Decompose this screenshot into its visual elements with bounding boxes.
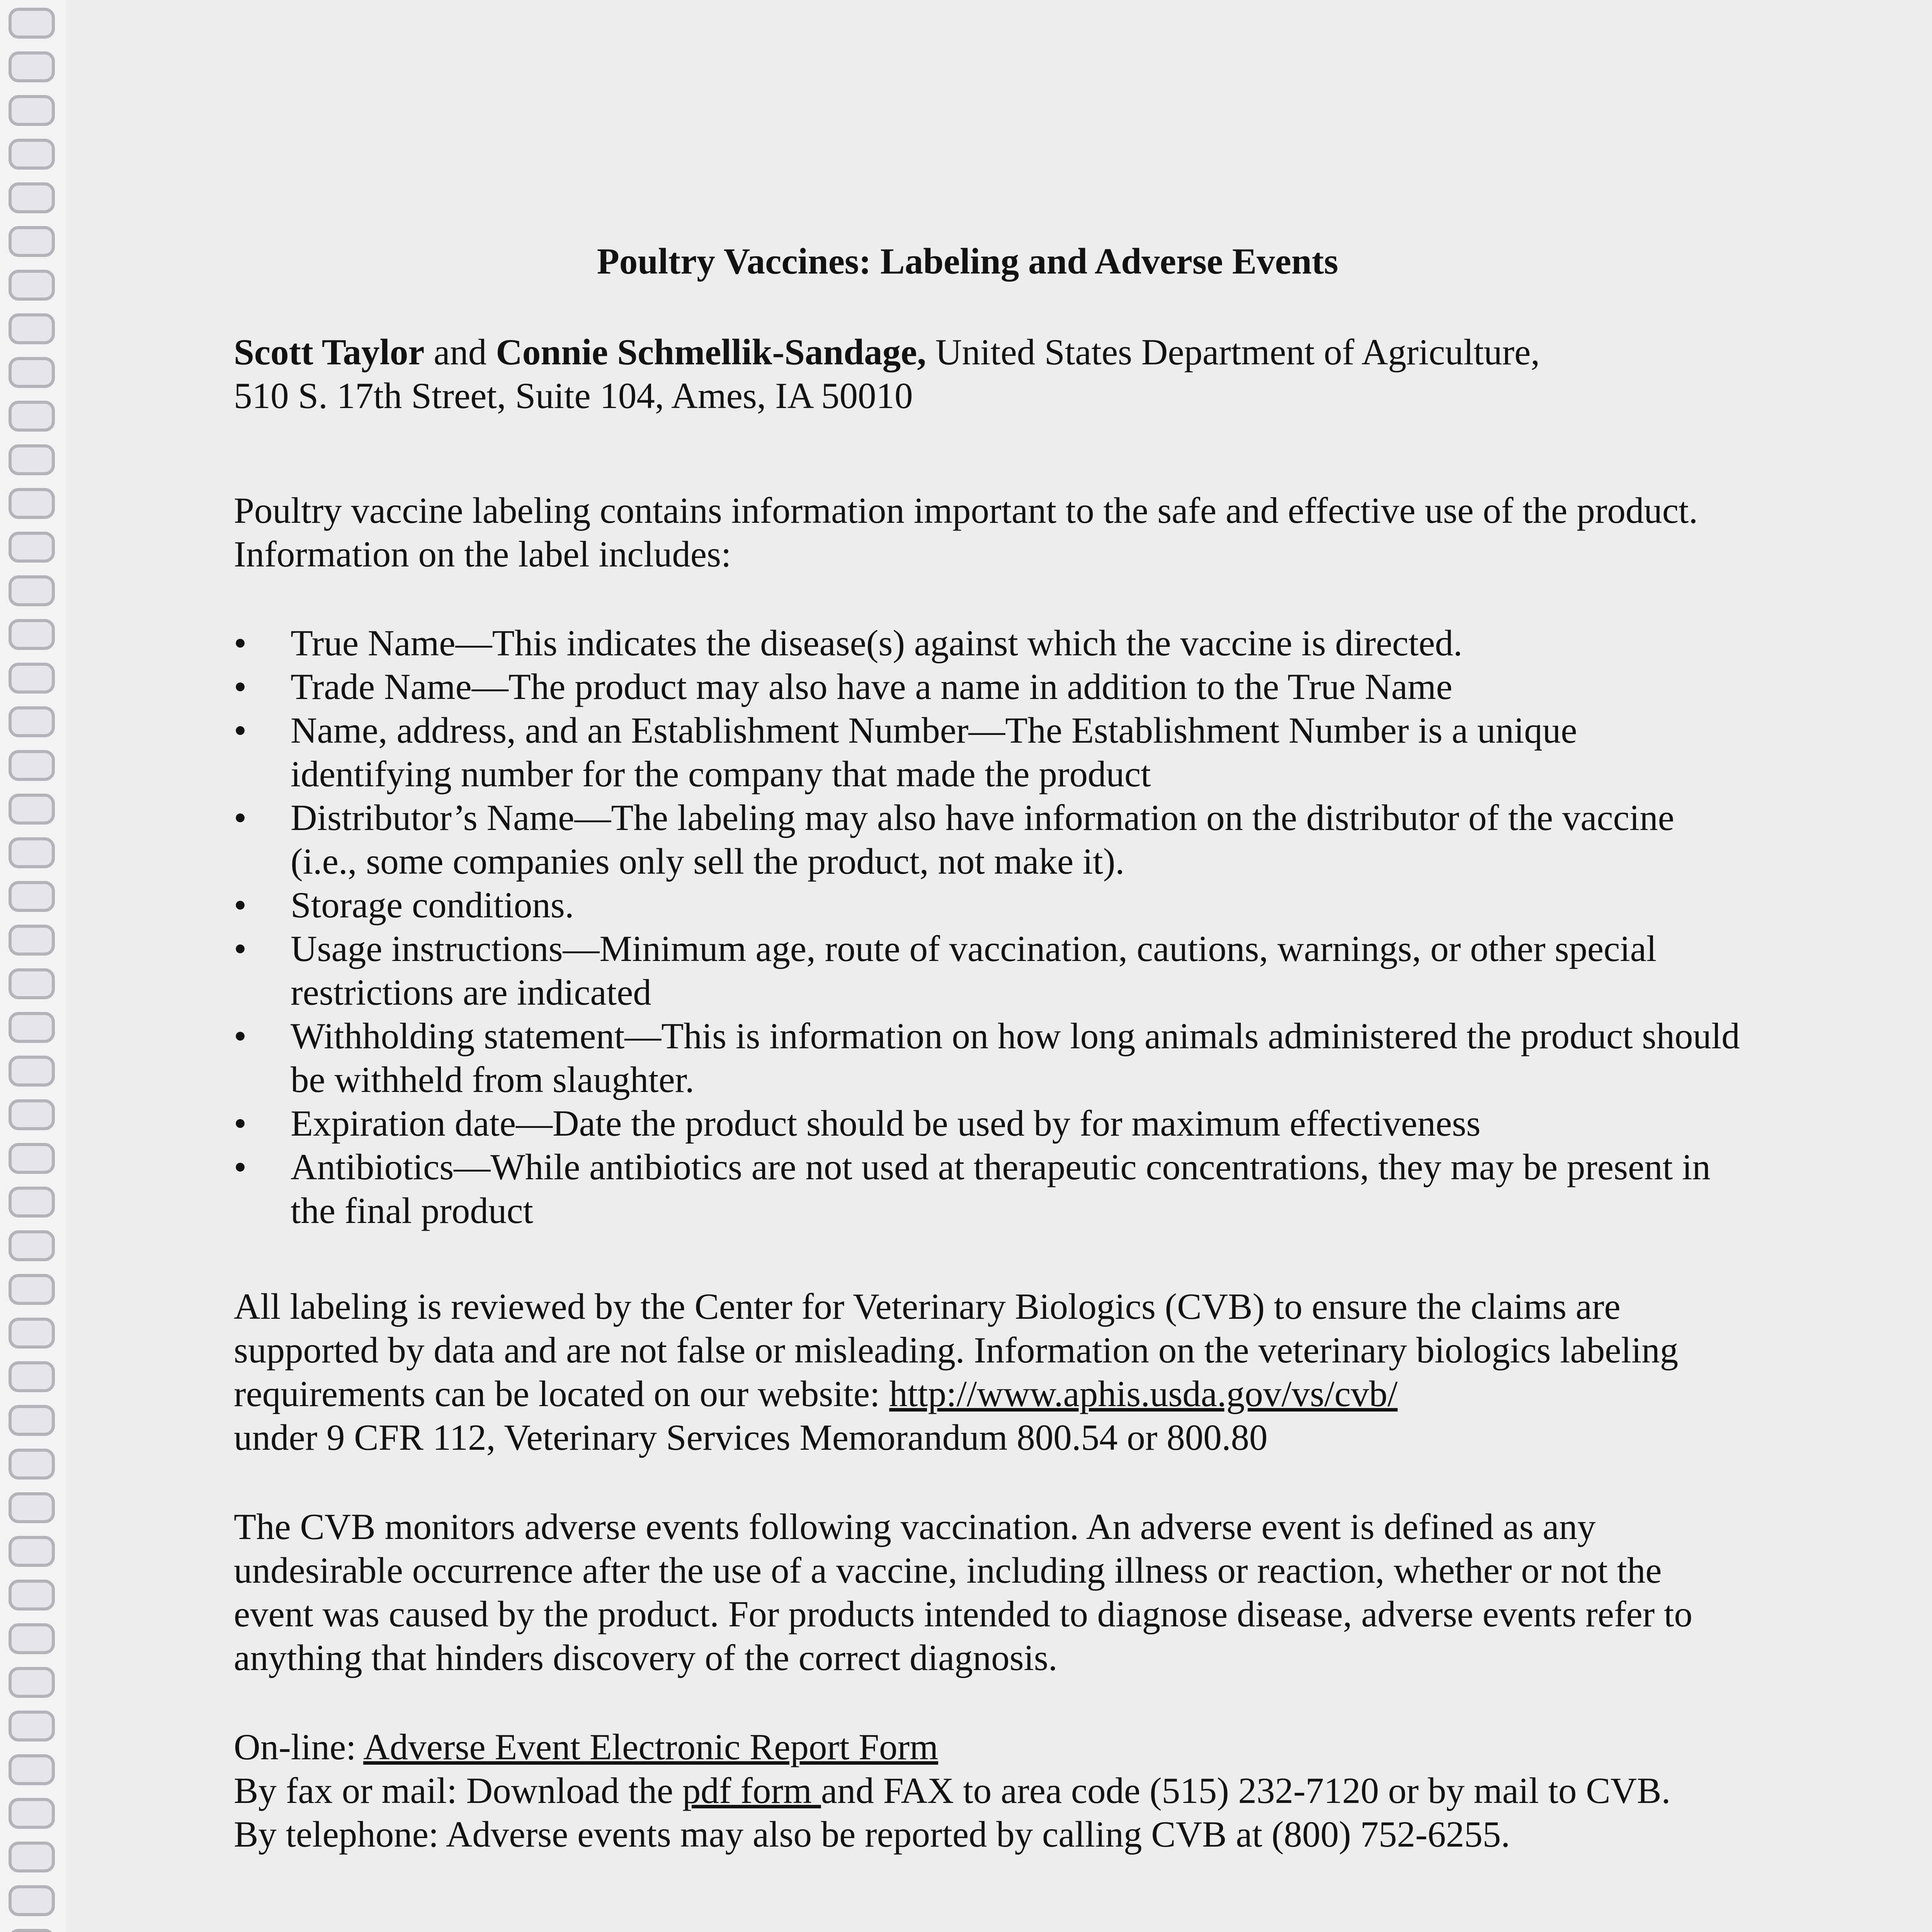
telephone-text: By telephone: Adverse events may also be reported by calling CVB at (800) 752-6255. <box>234 1814 1510 1855</box>
cvb-website-link[interactable]: http://www.aphis.usda.gov/vs/cvb/ <box>889 1373 1398 1414</box>
list-item: • Antibiotics—While antibiotics are not used at therapeutic concentrations, they may be present in the final product <box>234 1145 1741 1233</box>
report-form-link[interactable]: Adverse Event Electronic Report Form <box>363 1726 939 1767</box>
intro-paragraph: Poultry vaccine labeling contains information important to the safe and effective use of the product. Information on the label includes: <box>234 490 1698 575</box>
reporting-block <box>234 1725 1741 1856</box>
fax-text: By fax or mail: Download the <box>234 1770 682 1811</box>
list-item: • Storage conditions. <box>234 883 1741 927</box>
review-paragraph <box>234 1285 1741 1459</box>
authors-block <box>234 330 1741 418</box>
adverse-events-paragraph: The CVB monitors adverse events following vaccination. An adverse event is defined as any undesirable occurrence after the use of a vaccine, including illness or reaction, whether or not the event was caused by the product. For products intended to diagnose disease, adverse events refer to anything that hinders discovery of the correct diagnosis. <box>234 1506 1693 1678</box>
review-text: All labeling is reviewed by the Center for Veterinary Biologics (CVB) to ensure the claims are supported by data and are not false or misleading. Information on the veterinary biologics labeling requirements can be located on our website: <box>234 1286 1679 1414</box>
list-item: • Withholding statement—This is information on how long animals administered the product should be withheld from slaughter. <box>234 1014 1741 1102</box>
address: 510 S. 17th Street, Suite 104, Ames, IA 50010 <box>234 375 913 416</box>
review-cfr-text: under 9 CFR 112, Veterinary Services Memorandum 800.54 or 800.80 <box>234 1417 1268 1458</box>
list-item: • True Name—This indicates the disease(s) against which the vaccine is directed. <box>234 621 1741 665</box>
page-title: Poultry Vaccines: Labeling and Adverse Events <box>597 241 1338 282</box>
fax-text-suffix: and FAX to area code (515) 232-7120 or by mail to CVB. <box>821 1770 1671 1811</box>
author-name: Scott Taylor <box>234 332 425 372</box>
pdf-form-link[interactable]: pdf form <box>682 1770 821 1811</box>
list-item: • Usage instructions—Minimum age, route of vaccination, cautions, warnings, or other special restrictions are indicated <box>234 927 1741 1014</box>
label-items-list <box>234 621 1741 1233</box>
list-item: • Name, address, and an Establishment Number—The Establishment Number is a unique identifying number for the company that made the product <box>234 709 1741 796</box>
author-joiner: and <box>424 332 496 372</box>
list-item: • Trade Name—The product may also have a name in addition to the True Name <box>234 665 1741 709</box>
author-name: Connie Schmellik-Sandage, <box>496 332 926 372</box>
list-item: • Distributor’s Name—The labeling may also have information on the distributor of the vaccine (i.e., some companies only sell the product, not make it). <box>234 796 1741 883</box>
list-item: • Expiration date—Date the product should be used by for maximum effectiveness <box>234 1102 1741 1145</box>
affiliation: United States Department of Agriculture, <box>926 332 1540 372</box>
online-label: On-line: <box>234 1726 364 1767</box>
